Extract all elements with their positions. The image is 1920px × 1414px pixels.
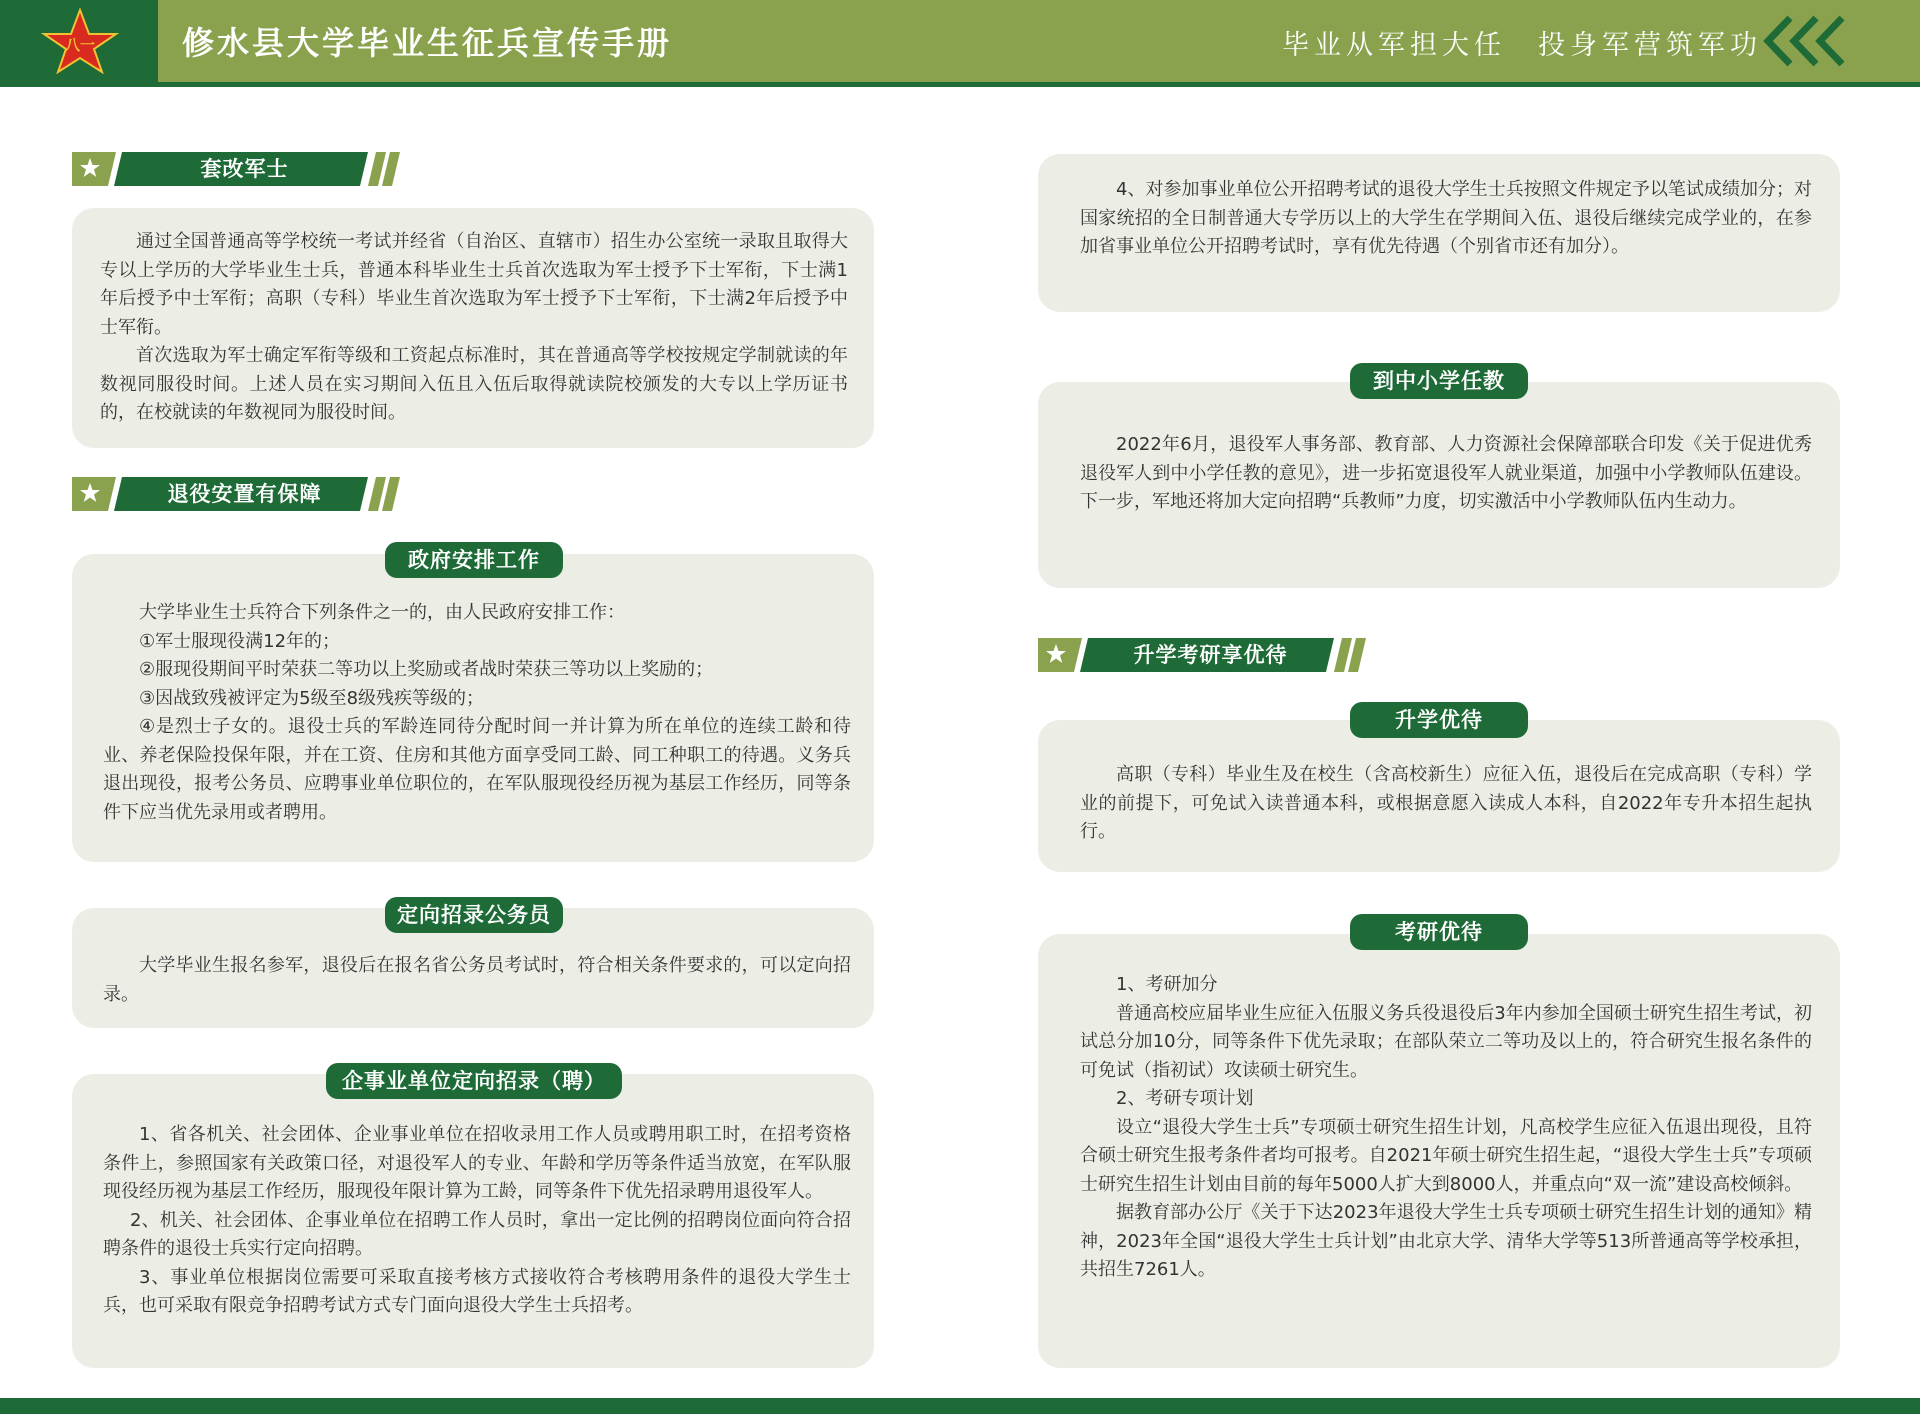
postgraduate-line: 1、考研加分 (1116, 974, 1218, 995)
government-job-item: ③因战致残被评定为5级至8级残疾等级的； (139, 687, 485, 709)
postgraduate-line: 设立“退役大学生士兵”专项硕士研究生招生计划，凡高校学生应征入伍退出现役，且符合硕士研究生报考条件者均可报考。自2021年硕士研究生招生起，“退役大学生士兵”专项硕士研究生招生计划由目前的每年5000人扩大到8000人，并重点向“双一流”建设高校倾斜。 (1080, 1116, 1812, 1195)
tag-civil-servant: 定向招录公务员 (385, 897, 563, 933)
teaching-paragraph: 2022年6月，退役军人事务部、教育部、人力资源社会保障部联合印发《关于促进优秀退役军人到中小学任教的意见》，进一步拓宽退役军人就业渠道，加强中小学教师队伍建设。下一步，军地还将加大定向招聘“兵教师”力度，切实激活中小学教师队伍内生动力。 (1080, 434, 1812, 512)
footer-bar (0, 1398, 1920, 1414)
exam-bonus-paragraph: 4、对参加事业单位公开招聘考试的退役大学生士兵按照文件规定予以笔试成绩加分；对国家统招的全日制普通大专学历以上的大学生在学期间入伍、退役后继续完成学业的，在参加省事业单位公开招聘考试时，享有优先待遇（个别省市还有加分）。 (1080, 179, 1812, 257)
tag-teaching: 到中小学任教 (1350, 363, 1528, 399)
enterprise-recruit-item: 3、事业单位根据岗位需要可采取直接考核方式接收符合考核聘用条件的退役大学生士兵，也可采取有限竞争招聘考试方式专门面向退役大学生士兵招考。 (103, 1266, 851, 1316)
chevron-left-icon (1758, 14, 1858, 68)
enterprise-recruit-item: 2、机关、社会团体、企事业单位在招聘工作人员时，拿出一定比例的招聘岗位面向符合招聘条件的退役士兵实行定向招聘。 (103, 1209, 851, 1259)
further-study-paragraph: 高职（专科）毕业生及在校生（含高校新生）应征入伍，退役后在完成高职（专科）学业的前提下，可免试入读普通本科，或根据意愿入读成人本科，自2022年专升本招生起执行。 (1080, 764, 1812, 842)
header-bar (0, 0, 1920, 82)
government-job-intro: 大学毕业生士兵符合下列条件之一的，由人民政府安排工作： (139, 602, 625, 623)
postgraduate-line: 2、考研专项计划 (1116, 1088, 1254, 1109)
star-emblem-icon (40, 8, 120, 74)
page-title: 修水县大学毕业生征兵宣传手册 (182, 24, 673, 62)
banner-title: 升学考研享优待 (1133, 643, 1288, 667)
enterprise-recruit-text (103, 1121, 851, 1321)
section-banner-placement (72, 477, 402, 511)
government-job-item: ④是烈士子女的。退役士兵的军龄连同待分配时间一并计算为所在单位的连续工龄和待业、养老保险投保年限，并在工资、住房和其他方面享受同工龄、同工种职工的待遇。义务兵退出现役，报考公务员、应聘事业单位职位的，在军队服现役经历视为基层工作经历，同等条件下应当优先录用或者聘用。 (103, 716, 851, 823)
tag-government-job: 政府安排工作 (385, 542, 563, 578)
svg-text:八一: 八一 (64, 36, 96, 54)
tag-enterprise-recruit: 企事业单位定向招录（聘） (326, 1063, 622, 1099)
government-job-text (103, 599, 851, 827)
nco-paragraph-1: 通过全国普通高等学校统一考试并经省（自治区、直辖市）招生办公室统一录取且取得大专以上学历的大学毕业生士兵，普通本科毕业生士兵首次选取为军士授予下士军衔，下士满1年后授予中士军衔；高职（专科）毕业生首次选取为军士授予下士军衔，下士满2年后授予中士军衔。 (100, 231, 848, 338)
postgraduate-text (1080, 971, 1812, 1285)
postgraduate-line: 普通高校应届毕业生应征入伍服义务兵役退役后3年内参加全国硕士研究生招生考试，初试总分加10分，同等条件下优先录取；在部队荣立二等功及以上的，符合研究生报名条件的可免试（指初试）攻读硕士研究生。 (1080, 1002, 1812, 1081)
further-study-text (1080, 761, 1812, 847)
banner-title: 套改军士 (200, 157, 289, 181)
exam-bonus-text (1080, 176, 1812, 262)
teaching-text (1080, 431, 1812, 517)
enterprise-recruit-item: 1、省各机关、社会团体、企业事业单位在招收录用工作人员或聘用职工时，在招考资格条件上，参照国家有关政策口径，对退役军人的专业、年龄和学历等条件适当放宽，在军队服现役经历视为基层工作经历，服现役年限计算为工龄，同等条件下优先招录聘用退役军人。 (103, 1124, 851, 1202)
banner-title: 退役安置有保障 (167, 482, 322, 506)
tag-postgraduate: 考研优待 (1350, 914, 1528, 950)
postgraduate-line: 据教育部办公厅《关于下达2023年退役大学生士兵专项硕士研究生招生计划的通知》精神，2023年全国“退役大学生士兵计划”由北京大学、清华大学等513所普通高等学校承担，共招生7261人。 (1080, 1202, 1812, 1280)
government-job-item: ①军士服现役满12年的； (139, 630, 341, 652)
header-emblem-block (0, 0, 158, 82)
nco-paragraph-2: 首次选取为军士确定军衔等级和工资起点标准时，其在普通高等学校按规定学制就读的年数视同服役时间。上述人员在实习期间入伍且入伍后取得就读院校颁发的大专以上学历证书的，在校就读的年数视同为服役时间。 (100, 345, 848, 423)
civil-servant-paragraph: 大学毕业生报名参军，退役后在报名省公务员考试时，符合相关条件要求的，可以定向招录。 (103, 955, 851, 1005)
civil-servant-text (103, 952, 851, 1009)
header-divider (0, 82, 1920, 87)
nco-text (100, 228, 848, 428)
header-slogan: 毕业从军担大任 投身军营筑军功 (1282, 30, 1762, 61)
section-banner-nco (72, 152, 402, 186)
section-banner-education (1038, 638, 1368, 672)
government-job-item: ②服现役期间平时荣获二等功以上奖励或者战时荣获三等功以上奖励的； (139, 659, 714, 680)
tag-further-study: 升学优待 (1350, 702, 1528, 738)
